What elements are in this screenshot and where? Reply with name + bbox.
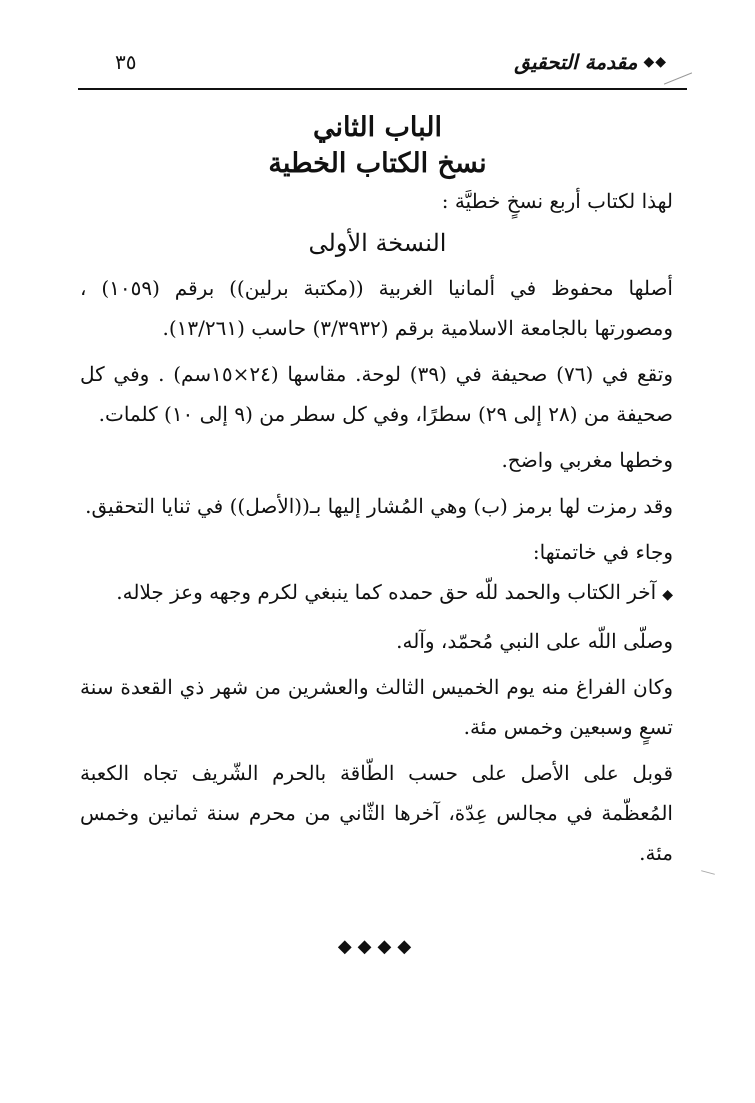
- intro-line: لهذا لكتاب أربع نسخٍ خطيَّة :: [441, 189, 673, 213]
- paragraph-colophon: [80, 572, 673, 615]
- section-end-ornament: ◆◆◆◆: [337, 936, 418, 957]
- paragraph-script: وخطها مغربي واضح.: [501, 448, 673, 472]
- diamond-icon: ◆◆: [643, 54, 667, 70]
- paragraph-location: أصلها محفوظ في ألمانيا الغربية ((مكتبة برلين)) برقم (١٠٥٩) ، ومصورتها بالجامعة الاسلامية برقم (٣/٣٩٣٢) حاسب (١٣/٢٦١).: [80, 276, 673, 340]
- paragraph-collation: قوبل على الأصل على حسب الطّاقة بالحرم الشّريف تجاه الكعبة المُعظّمة في مجالس عِدّة، آخرها الثّاني من محرم سنة ثمانين وخمس مئة.: [80, 761, 673, 865]
- header-title: [514, 50, 667, 74]
- bullet-diamond-icon: ◆: [662, 587, 673, 603]
- paragraph-blessing: وصلّى اللّه على النبي مُحمّد، وآله.: [396, 629, 673, 653]
- colophon-text: آخر الكتاب والحمد للّه حق حمده كما ينبغي لكرم وجهه وعز جلاله.: [116, 580, 657, 604]
- body-text: [80, 268, 673, 879]
- section-heading: النسخة الأولى: [308, 229, 447, 257]
- chapter-subheading: نسخ الكتاب الخطية: [268, 148, 487, 179]
- margin-mark: [701, 870, 715, 875]
- header-rule-tail: [664, 72, 692, 84]
- running-header: [95, 44, 667, 78]
- page-number: ٣٥: [115, 50, 137, 74]
- paragraph-colophon-intro: وجاء في خاتمتها:: [532, 540, 673, 564]
- paragraph-completion: وكان الفراغ منه يوم الخميس الثالث والعشرين من شهر ذي القعدة سنة تسعٍ وسبعين وخمس مئة.: [80, 675, 673, 739]
- chapter-title-block: [80, 110, 675, 182]
- paragraph-symbol: وقد رمزت لها برمز (ب) وهي المُشار إليها بـ((الأصل)) في ثنايا التحقيق.: [85, 494, 673, 518]
- chapter-heading: الباب الثاني: [312, 112, 443, 143]
- header-title-text: مقدمة التحقيق: [514, 50, 638, 74]
- paragraph-extent: وتقع في (٧٦) صحيفة في (٣٩) لوحة. مقاسها (٢٤×١٥سم) . وفي كل صحيفة من (٢٨ إلى ٢٩) سطرًا، وفي كل سطر من (٩ إلى ١٠) كلمات.: [80, 362, 673, 426]
- header-rule: [78, 88, 687, 90]
